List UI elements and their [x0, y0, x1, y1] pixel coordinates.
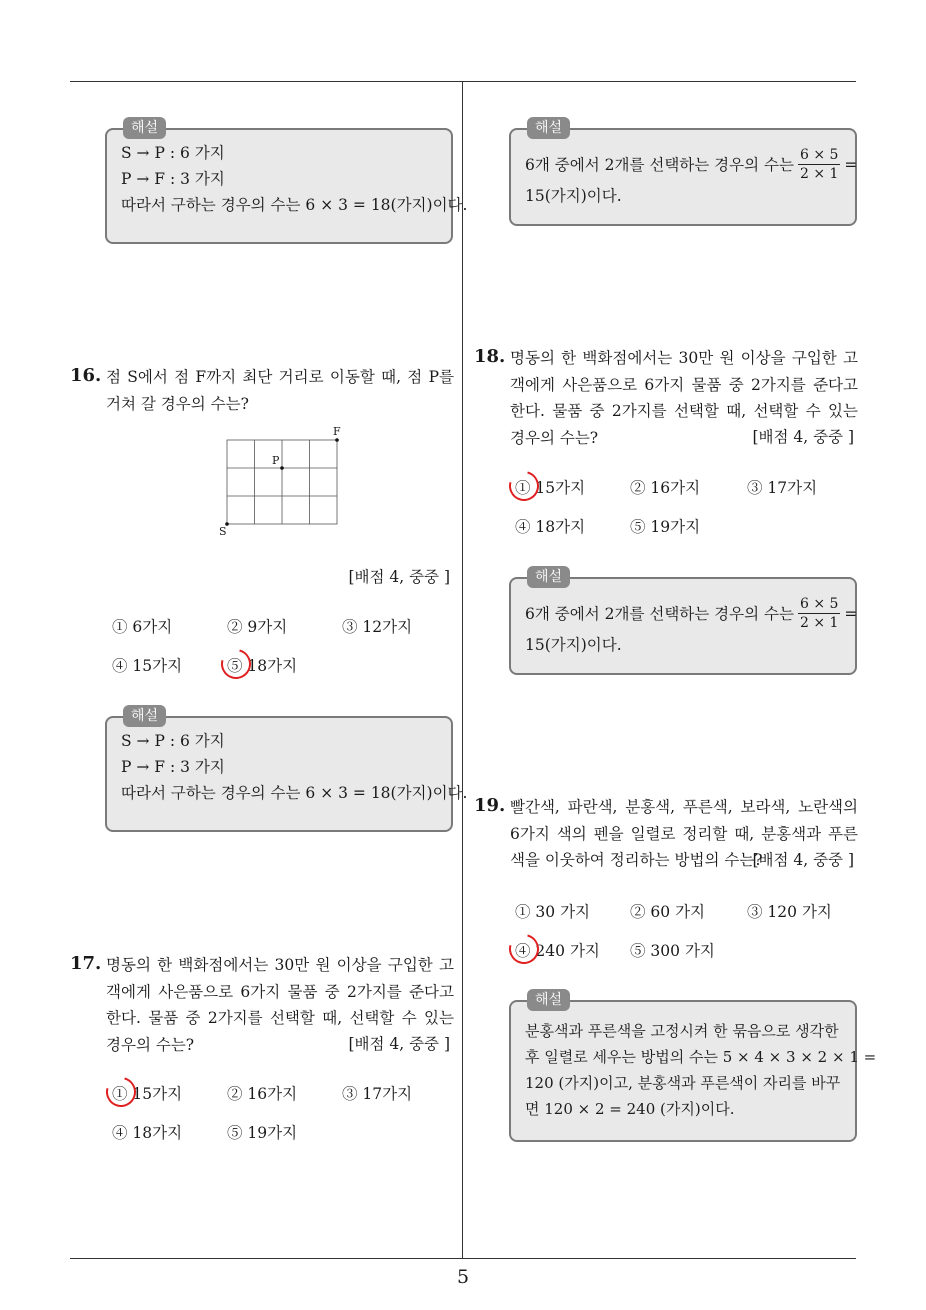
question-number: 18.	[474, 346, 506, 367]
explanation-line: 6개 중에서 2개를 선택하는 경우의 수는	[525, 155, 794, 174]
difficulty-meta: [배점 4, 중중 ]	[752, 428, 854, 446]
explanation-line: 분홍색과 푸른색을 고정시켜 한 묶음으로 생각한	[525, 1022, 839, 1040]
difficulty-meta: [배점 4, 중중 ]	[348, 568, 450, 586]
choice-3[interactable]: ③ 12가지	[342, 618, 413, 636]
answer-mark	[101, 1072, 142, 1113]
choice-5[interactable]: ⑤ 19가지	[227, 1124, 298, 1142]
explanation-line: P → F : 3 가지	[121, 170, 225, 188]
explanation-line: 후 일렬로 세우는 방법의 수는 5 × 4 × 3 × 2 × 1 =	[525, 1048, 877, 1066]
equals-sign: =	[844, 604, 858, 623]
column-divider	[462, 82, 463, 1258]
question-number: 17.	[70, 953, 102, 974]
explanation-line: 6개 중에서 2개를 선택하는 경우의 수는	[525, 604, 794, 623]
question-text: 명동의 한 백화점에서는 30만 원 이상을 구입한 고객에게 사은품으로 6가지 물품 중 2가지를 준다고 한다. 물품 중 2가지를 선택할 때, 선택할 수 있는 경우의 수는?	[510, 349, 858, 447]
grid-label-p: P	[272, 454, 280, 467]
grid-diagram	[210, 425, 350, 537]
question-number: 19.	[474, 795, 506, 816]
explanation-line: 면 120 × 2 = 240 (가지)이다.	[525, 1100, 735, 1118]
explanation-box-q15-right	[509, 120, 858, 226]
explanation-line: 15(가지)이다.	[525, 636, 622, 654]
explanation-line: P → F : 3 가지	[121, 758, 225, 776]
answer-mark	[504, 929, 545, 970]
bottom-rule	[70, 1258, 856, 1259]
answer-mark	[216, 644, 257, 685]
choice-1-answer[interactable]	[515, 476, 585, 498]
grid-label-s: S	[219, 525, 227, 538]
choice-3[interactable]: ③ 120 가지	[747, 903, 832, 921]
explanation-box-q16	[105, 708, 468, 832]
explanation-tag: 해설	[527, 989, 570, 1011]
choice-5-answer[interactable]	[227, 654, 297, 676]
explanation-box-q19	[509, 992, 877, 1142]
question-16	[70, 364, 454, 417]
question-text: 점 S에서 점 F까지 최단 거리로 이동할 때, 점 P를 거쳐 갈 경우의 수는?	[106, 368, 454, 413]
q18-meta	[704, 424, 854, 451]
choice-4[interactable]: ④ 18가지	[515, 518, 586, 536]
choice-1[interactable]: ① 6가지	[112, 618, 173, 636]
choice-1-answer[interactable]	[112, 1082, 182, 1104]
choice-2[interactable]: ② 60 가지	[630, 903, 706, 921]
fraction-denominator: 2 × 1	[799, 615, 839, 631]
explanation-tag: 해설	[527, 566, 570, 588]
q19-meta	[704, 847, 854, 874]
q17-meta	[300, 1031, 450, 1058]
explanation-line: 따라서 구하는 경우의 수는 6 × 3 = 18(가지)이다.	[121, 784, 468, 802]
choice-3[interactable]: ③ 17가지	[747, 479, 818, 497]
explanation-line: S → P : 6 가지	[121, 144, 225, 162]
fraction-numerator: 6 × 5	[799, 596, 839, 612]
explanation-line: 15(가지)이다.	[525, 187, 622, 205]
choice-label: ④ 240 가지	[515, 942, 600, 960]
explanation-box-q18	[509, 569, 858, 675]
choice-3[interactable]: ③ 17가지	[342, 1085, 413, 1103]
explanation-box-q15-left	[105, 120, 468, 244]
choice-4-answer[interactable]	[515, 939, 600, 961]
top-rule	[70, 81, 856, 82]
choice-5[interactable]: ⑤ 300 가지	[630, 942, 715, 960]
choice-2[interactable]: ② 9가지	[227, 618, 288, 636]
grid-svg	[210, 425, 350, 537]
fraction-numerator: 6 × 5	[799, 147, 839, 163]
choice-5[interactable]: ⑤ 19가지	[630, 518, 701, 536]
explanation-line: 120 (가지)이고, 분홍색과 푸른색이 자리를 바꾸	[525, 1074, 841, 1092]
explanation-line: 따라서 구하는 경우의 수는 6 × 3 = 18(가지)이다.	[121, 196, 468, 214]
explanation-tag: 해설	[123, 705, 166, 727]
choice-2[interactable]: ② 16가지	[630, 479, 701, 497]
answer-mark	[504, 466, 545, 507]
explanation-tag: 해설	[123, 117, 166, 139]
choice-label: ① 15가지	[515, 479, 586, 497]
choice-4[interactable]: ④ 15가지	[112, 657, 183, 675]
choice-1[interactable]: ① 30 가지	[515, 903, 591, 921]
explanation-line: S → P : 6 가지	[121, 732, 225, 750]
question-number: 16.	[70, 365, 102, 386]
question-text: 빨간색, 파란색, 분홍색, 푸른색, 보라색, 노란색의 6가지 색의 펜을 일렬로 정리할 때, 분홍색과 푸른색을 이웃하여 정리하는 방법의 수는?	[510, 798, 858, 869]
question-text: 명동의 한 백화점에서는 30만 원 이상을 구입한 고객에게 사은품으로 6가지 물품 중 2가지를 준다고 한다. 물품 중 2가지를 선택할 때, 선택할 수 있는 경우의 수는?	[106, 956, 454, 1054]
choice-2[interactable]: ② 16가지	[227, 1085, 298, 1103]
choice-label: ① 15가지	[112, 1085, 183, 1103]
equals-sign: =	[844, 155, 858, 174]
fraction-denominator: 2 × 1	[799, 166, 839, 182]
q16-meta	[300, 564, 450, 591]
choice-4[interactable]: ④ 18가지	[112, 1124, 183, 1142]
difficulty-meta: [배점 4, 중중 ]	[752, 851, 854, 869]
explanation-tag: 해설	[527, 117, 570, 139]
difficulty-meta: [배점 4, 중중 ]	[348, 1035, 450, 1053]
page-number: 5	[456, 1266, 470, 1288]
choice-label: ⑤ 18가지	[227, 657, 298, 675]
grid-label-f: F	[333, 425, 341, 438]
